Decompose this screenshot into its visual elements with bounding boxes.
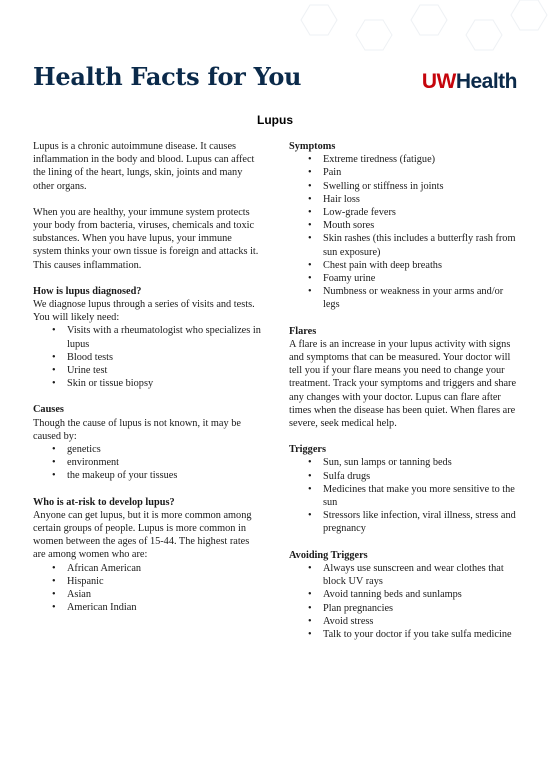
flares-text: A flare is an increase in your lupus activity with signs and symptoms that can be measured. Your doctor will tell you if your flare means you need to change your treatment. Track your symptoms and triggers and share any changes with your doctor. Lupus can flare after times when the disease has been quiet. When flares are severe, seek medical help. bbox=[289, 338, 517, 430]
list-item: • African American bbox=[33, 562, 261, 575]
list-item: • Foamy urine bbox=[289, 272, 517, 285]
list-item: • environment bbox=[33, 456, 261, 469]
list-item: • Always use sunscreen and wear clothes that block UV rays bbox=[289, 562, 517, 588]
avoiding-list bbox=[289, 562, 517, 641]
list-item: • Swelling or stiffness in joints bbox=[289, 180, 517, 193]
flares-heading: Flares bbox=[289, 325, 317, 337]
list-item: • Hair loss bbox=[289, 193, 517, 206]
list-item: • Sulfa drugs bbox=[289, 470, 517, 483]
list-item: • Medicines that make you more sensitive to the sun bbox=[289, 483, 517, 509]
at-risk-list bbox=[33, 562, 261, 615]
document-title: Lupus bbox=[257, 113, 293, 127]
right-column bbox=[289, 140, 517, 641]
list-item: • genetics bbox=[33, 443, 261, 456]
list-item: • Avoid tanning beds and sunlamps bbox=[289, 588, 517, 601]
diagnosed-list bbox=[33, 324, 261, 390]
logo-uw: UW bbox=[421, 70, 456, 93]
page-header bbox=[33, 62, 517, 102]
causes-text: Though the cause of lupus is not known, it may be caused by: bbox=[33, 417, 241, 442]
list-item: • Urine test bbox=[33, 364, 261, 377]
list-item: • Sun, sun lamps or tanning beds bbox=[289, 456, 517, 469]
at-risk-heading: Who is at-risk to develop lupus? bbox=[33, 496, 175, 508]
triggers-heading: Triggers bbox=[289, 444, 326, 456]
list-item: • the makeup of your tissues bbox=[33, 469, 261, 482]
intro-paragraph-1: Lupus is a chronic autoimmune disease. It causes inflammation in the body and blood. Lupus can affect the lining of the heart, lungs, skin, joints and many other organs. bbox=[33, 141, 255, 192]
logo-health: Health bbox=[455, 70, 517, 93]
causes-heading: Causes bbox=[33, 404, 64, 416]
brand-title: Health Facts for You bbox=[33, 62, 302, 91]
causes-list bbox=[33, 443, 261, 483]
diagnosed-heading: How is lupus diagnosed? bbox=[33, 285, 142, 297]
diagnosed-text: We diagnose lupus through a series of visits and tests. You will likely need: bbox=[33, 299, 255, 324]
list-item: • Asian bbox=[33, 588, 261, 601]
avoiding-heading: Avoiding Triggers bbox=[289, 549, 368, 561]
list-item: • Mouth sores bbox=[289, 219, 517, 232]
hexagon-pattern bbox=[270, 0, 550, 60]
list-item: • American Indian bbox=[33, 601, 261, 614]
triggers-list bbox=[289, 456, 517, 535]
list-item: • Plan pregnancies bbox=[289, 602, 517, 615]
list-item: • Hispanic bbox=[33, 575, 261, 588]
list-item: • Avoid stress bbox=[289, 615, 517, 628]
list-item: • Pain bbox=[289, 166, 517, 179]
list-item: • Talk to your doctor if you take sulfa medicine bbox=[289, 628, 517, 641]
list-item: • Visits with a rheumatologist who specializes in lupus bbox=[33, 324, 261, 350]
list-item: • Blood tests bbox=[33, 351, 261, 364]
list-item: • Skin rashes (this includes a butterfly rash from sun exposure) bbox=[289, 232, 517, 258]
list-item: • Skin or tissue biopsy bbox=[33, 377, 261, 390]
list-item: • Stressors like infection, viral illness, stress and pregnancy bbox=[289, 509, 517, 535]
symptoms-heading: Symptoms bbox=[289, 141, 336, 152]
intro-paragraph-2: When you are healthy, your immune system protects your body from bacteria, viruses, chemicals and toxic substances. When you have lupus, your immune system thinks your own tissue is foreign and attacks it. This causes inflammation. bbox=[33, 206, 259, 271]
at-risk-text: Anyone can get lupus, but it is more common among certain groups of people. Lupus is more common in women between the ages of 15-44. The highest rates are among women who are: bbox=[33, 509, 252, 561]
list-item: • Extreme tiredness (fatigue) bbox=[289, 153, 517, 166]
list-item: • Numbness or weakness in your arms and/or legs bbox=[289, 285, 517, 311]
symptoms-list bbox=[289, 153, 517, 311]
list-item: • Chest pain with deep breaths bbox=[289, 259, 517, 272]
left-column bbox=[33, 140, 261, 615]
uwhealth-logo bbox=[422, 70, 517, 94]
list-item: • Low-grade fevers bbox=[289, 206, 517, 219]
